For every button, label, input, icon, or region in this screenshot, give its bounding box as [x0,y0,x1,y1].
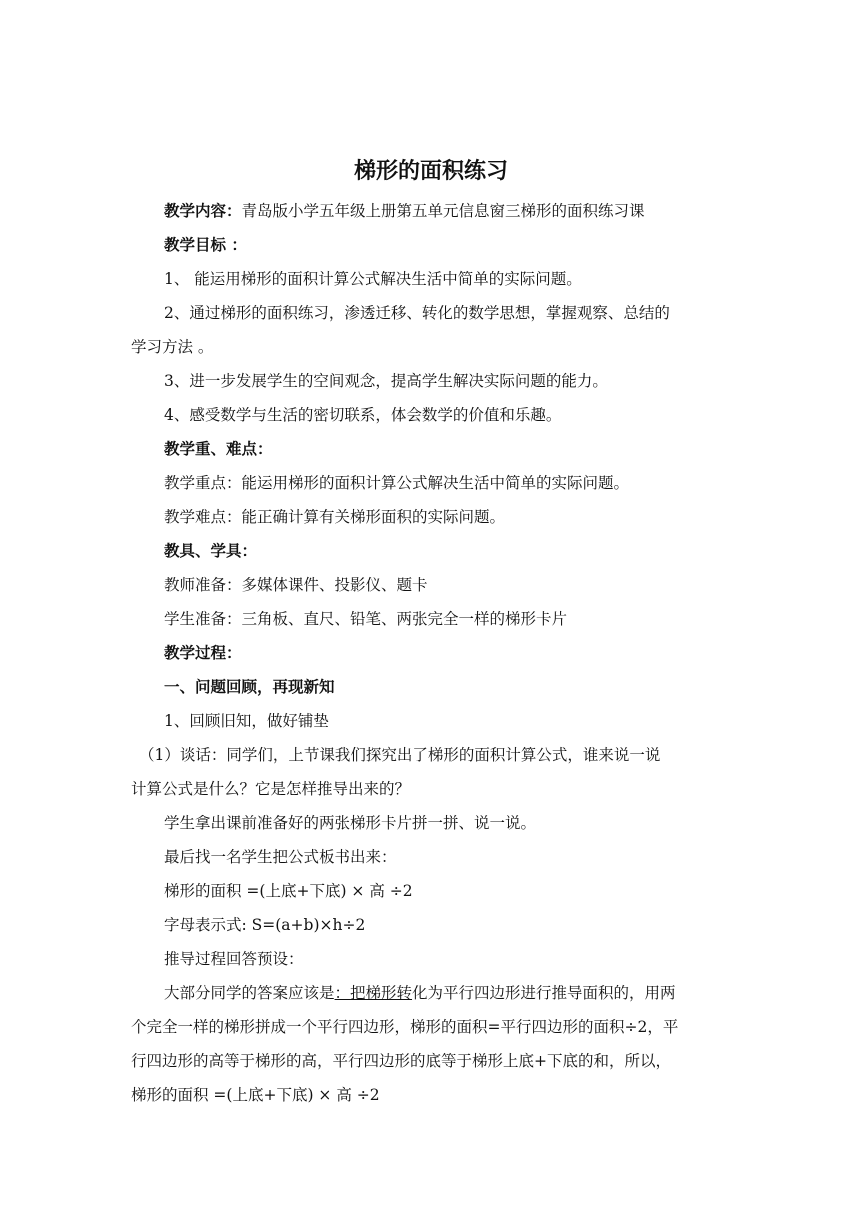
answer-line-continued: 个完全一样的梯形拼成一个平行四边形，梯形的面积=平行四边形的面积÷2，平 [131,1018,679,1036]
talk-line-continued: 计算公式是什么？它是怎样推导出来的？ [131,780,411,798]
formula-letters: 字母表示式: S=(a+b)×h÷2 [164,916,366,934]
teacher-prep: 教师准备：多媒体课件、投影仪、题卡 [164,576,428,594]
process-heading: 教学过程： [164,644,242,662]
content-label: 教学内容： [164,202,242,220]
document-page [131,150,731,1112]
teaching-content [131,194,731,228]
answer-line [131,976,731,1010]
answer-post: 化为平行四边形进行推导面积的，用两 [412,984,676,1002]
goal-item: 1、 能运用梯形的面积计算公式解决生活中简单的实际问题。 [164,270,582,288]
content-text: 青岛版小学五年级上册第五单元信息窗三梯形的面积练习课 [241,202,645,220]
formula-words: 梯形的面积 =(上底+下底) × 高 ÷2 [164,882,413,900]
student-prep: 学生准备：三角板、直尺、铅笔、两张完全一样的梯形卡片 [164,610,568,628]
answer-line-continued: 梯形的面积 =(上底+下底) × 高 ÷2 [131,1086,380,1104]
key-heading: 教学重、难点： [164,440,273,458]
document-title: 梯形的面积练习 [353,159,508,184]
goals-heading: 教学目标 ： [164,236,247,254]
difficult-point: 教学难点：能正确计算有关梯形面积的实际问题。 [164,508,506,526]
answer-line-continued: 行四边形的高等于梯形的高，平行四边形的底等于梯形上底+下底的和，所以， [131,1052,671,1070]
tools-heading: 教具、学具： [164,542,258,560]
talk-line: （1）谈话：同学们，上节课我们探究出了梯形的面积计算公式，谁来说一说 [139,746,661,764]
step1: 1、回顾旧知，做好铺垫 [164,712,329,730]
goal-item: 4、感受数学与生活的密切联系，体会数学的价值和乐趣。 [164,406,562,424]
board-write: 最后找一名学生把公式板书出来： [164,848,397,866]
key-point: 教学重点：能运用梯形的面积计算公式解决生活中简单的实际问题。 [164,474,630,492]
answer-underlined: ：把梯形转 [334,984,413,1002]
students-do: 学生拿出课前准备好的两张梯形卡片拼一拼、说一说。 [164,814,537,832]
derive-preset: 推导过程回答预设： [164,950,304,968]
goal-item-continued: 学习方法 。 [131,338,214,356]
goal-item: 3、进一步发展学生的空间观念，提高学生解决实际问题的能力。 [164,372,608,390]
section1-heading: 一、问题回顾，再现新知 [164,678,335,696]
answer-pre: 大部分同学的答案应该是 [164,984,335,1002]
goal-item: 2、通过梯形的面积练习，渗透迁移、转化的数学思想，掌握观察、总结的 [164,304,670,322]
